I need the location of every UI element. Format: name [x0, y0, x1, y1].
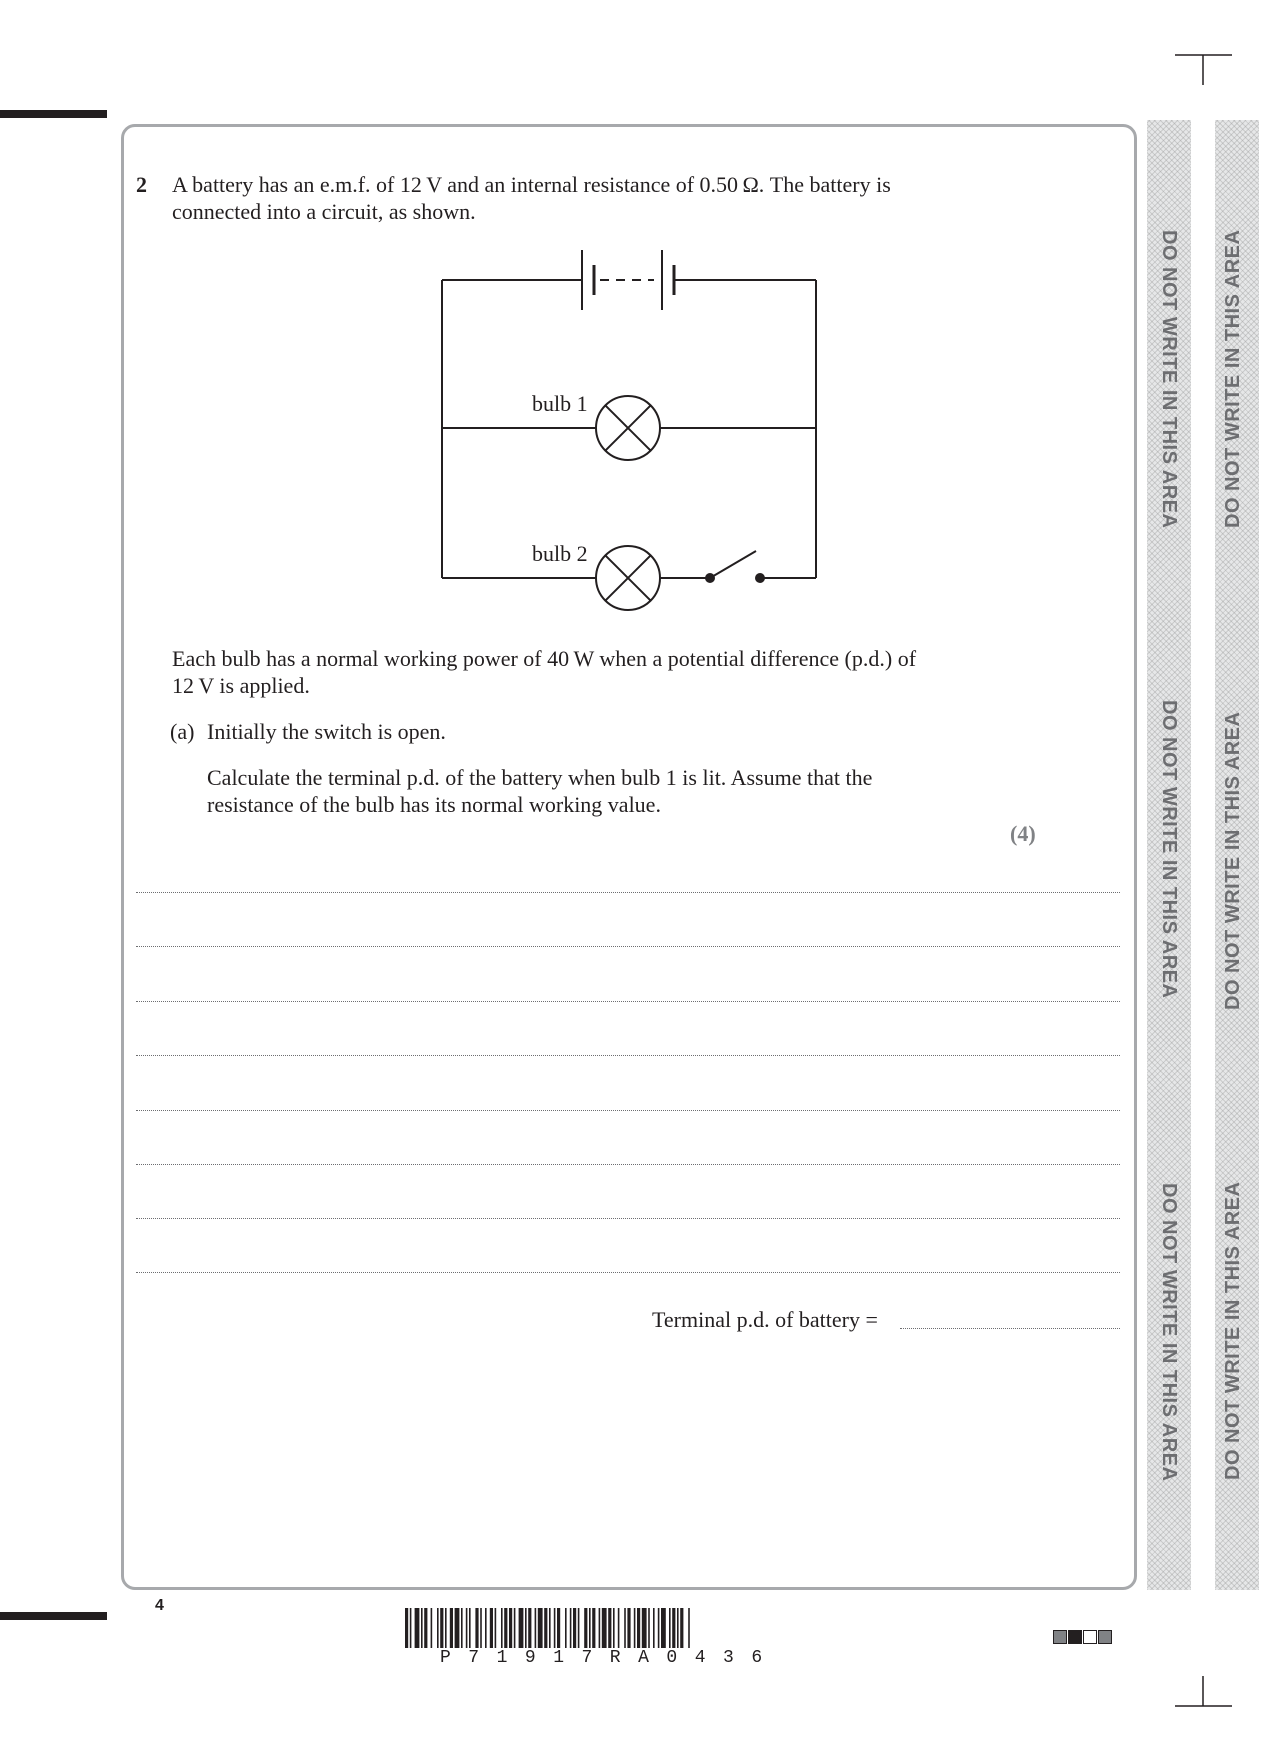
answer-line[interactable] — [136, 892, 1120, 893]
answer-line[interactable] — [136, 1164, 1120, 1165]
barcode-bar — [415, 1608, 420, 1648]
barcode-bar — [495, 1608, 497, 1648]
barcode-bar — [592, 1608, 595, 1648]
barcode-bar — [424, 1608, 427, 1648]
barcode-bar — [445, 1608, 447, 1648]
barcode-bar — [461, 1608, 463, 1648]
barcode-bar — [509, 1608, 512, 1648]
barcode-bar — [431, 1608, 433, 1648]
margin-warning: DO NOT WRITE IN THIS AREA — [1222, 1181, 1244, 1480]
barcode-bar — [450, 1608, 453, 1648]
info-line-1: Each bulb has a normal working power of 40 W when a potential difference (p.d.) of — [172, 646, 917, 671]
barcode-bar — [602, 1608, 607, 1648]
part-a-statement: Initially the switch is open. — [207, 719, 446, 744]
barcode-bar — [405, 1608, 408, 1648]
barcode-bar — [608, 1608, 611, 1648]
barcode-bar — [410, 1608, 412, 1648]
barcode-bar — [485, 1608, 487, 1648]
barcode-bar — [669, 1608, 671, 1648]
answer-line[interactable] — [136, 946, 1120, 947]
barcode-bar — [544, 1608, 547, 1648]
barcode-bar — [672, 1608, 675, 1648]
barcode-text: P71917RA0436 — [440, 1648, 780, 1668]
margin-warning: DO NOT WRITE IN THIS AREA — [1222, 229, 1244, 528]
barcode-bar — [599, 1608, 601, 1648]
barcode-bar — [466, 1608, 468, 1648]
barcode-bar — [554, 1608, 556, 1648]
circuit-diagram — [0, 0, 1268, 640]
barcode-bar — [637, 1608, 640, 1648]
part-a-label: (a) — [170, 719, 195, 744]
barcode-bar — [627, 1608, 630, 1648]
barcode-bar — [613, 1608, 615, 1648]
barcode-bar — [525, 1608, 527, 1648]
barcode-bar — [437, 1608, 439, 1648]
part-a-instruction-line-2: resistance of the bulb has its normal working value. — [207, 792, 661, 817]
barcode-bar — [589, 1608, 591, 1648]
barcode-bar — [490, 1608, 493, 1648]
barcode-bar — [642, 1608, 647, 1648]
question-number: 2 — [136, 172, 147, 197]
barcode-bar — [677, 1608, 679, 1648]
barcode-bar — [480, 1608, 482, 1648]
barcode-bar — [514, 1608, 516, 1648]
part-a-instruction-line-1: Calculate the terminal p.d. of the battery when bulb 1 is lit. Assume that the — [207, 765, 873, 790]
barcode-bar — [648, 1608, 650, 1648]
answer-line[interactable] — [136, 1110, 1120, 1111]
bulb-2-label: bulb 2 — [532, 541, 588, 566]
page-indicator-boxes — [1053, 1630, 1113, 1649]
barcode-bar — [584, 1608, 587, 1648]
barcode-bar — [501, 1608, 503, 1648]
marks-indicator: (4) — [1010, 821, 1036, 846]
bulb-1-label: bulb 1 — [532, 391, 588, 416]
barcode-bar — [618, 1608, 620, 1648]
question-intro-line-1: A battery has an e.m.f. of 12 V and an internal resistance of 0.50 Ω. The battery is — [172, 172, 891, 197]
barcode-bar — [528, 1608, 531, 1648]
answer-line[interactable] — [136, 1218, 1120, 1219]
barcode-bar — [440, 1608, 443, 1648]
info-line-2: 12 V is applied. — [172, 673, 310, 698]
barcode — [405, 1608, 855, 1648]
barcode-bar — [475, 1608, 478, 1648]
margin-warning: DO NOT WRITE IN THIS AREA — [1158, 1183, 1180, 1482]
barcode-bar — [624, 1608, 626, 1648]
barcode-bar — [557, 1608, 560, 1648]
answer-line[interactable] — [136, 1272, 1120, 1273]
barcode-bar — [578, 1608, 580, 1648]
margin-warning: DO NOT WRITE IN THIS AREA — [1158, 230, 1180, 529]
margin-warning: DO NOT WRITE IN THIS AREA — [1222, 711, 1244, 1010]
margin-warning: DO NOT WRITE IN THIS AREA — [1158, 700, 1180, 999]
barcode-bar — [680, 1608, 683, 1648]
barcode-bar — [658, 1608, 660, 1648]
barcode-bar — [653, 1608, 655, 1648]
barcode-bar — [538, 1608, 543, 1648]
answer-field[interactable] — [900, 1328, 1120, 1329]
barcode-bar — [573, 1608, 576, 1648]
barcode-bar — [549, 1608, 551, 1648]
answer-line[interactable] — [136, 1001, 1120, 1002]
barcode-bar — [519, 1608, 524, 1648]
barcode-bar — [688, 1608, 690, 1648]
barcode-bar — [535, 1608, 537, 1648]
barcode-bar — [504, 1608, 507, 1648]
barcode-bar — [661, 1608, 666, 1648]
barcode-bar — [469, 1608, 471, 1648]
barcode-bar — [570, 1608, 572, 1648]
barcode-bar — [565, 1608, 567, 1648]
barcode-bar — [455, 1608, 460, 1648]
barcode-bar — [421, 1608, 423, 1648]
question-intro-line-2: connected into a circuit, as shown. — [172, 199, 476, 224]
page-number: 4 — [155, 1597, 164, 1614]
answer-line[interactable] — [136, 1055, 1120, 1056]
barcode-bar — [634, 1608, 636, 1648]
answer-label: Terminal p.d. of battery = — [652, 1307, 878, 1332]
